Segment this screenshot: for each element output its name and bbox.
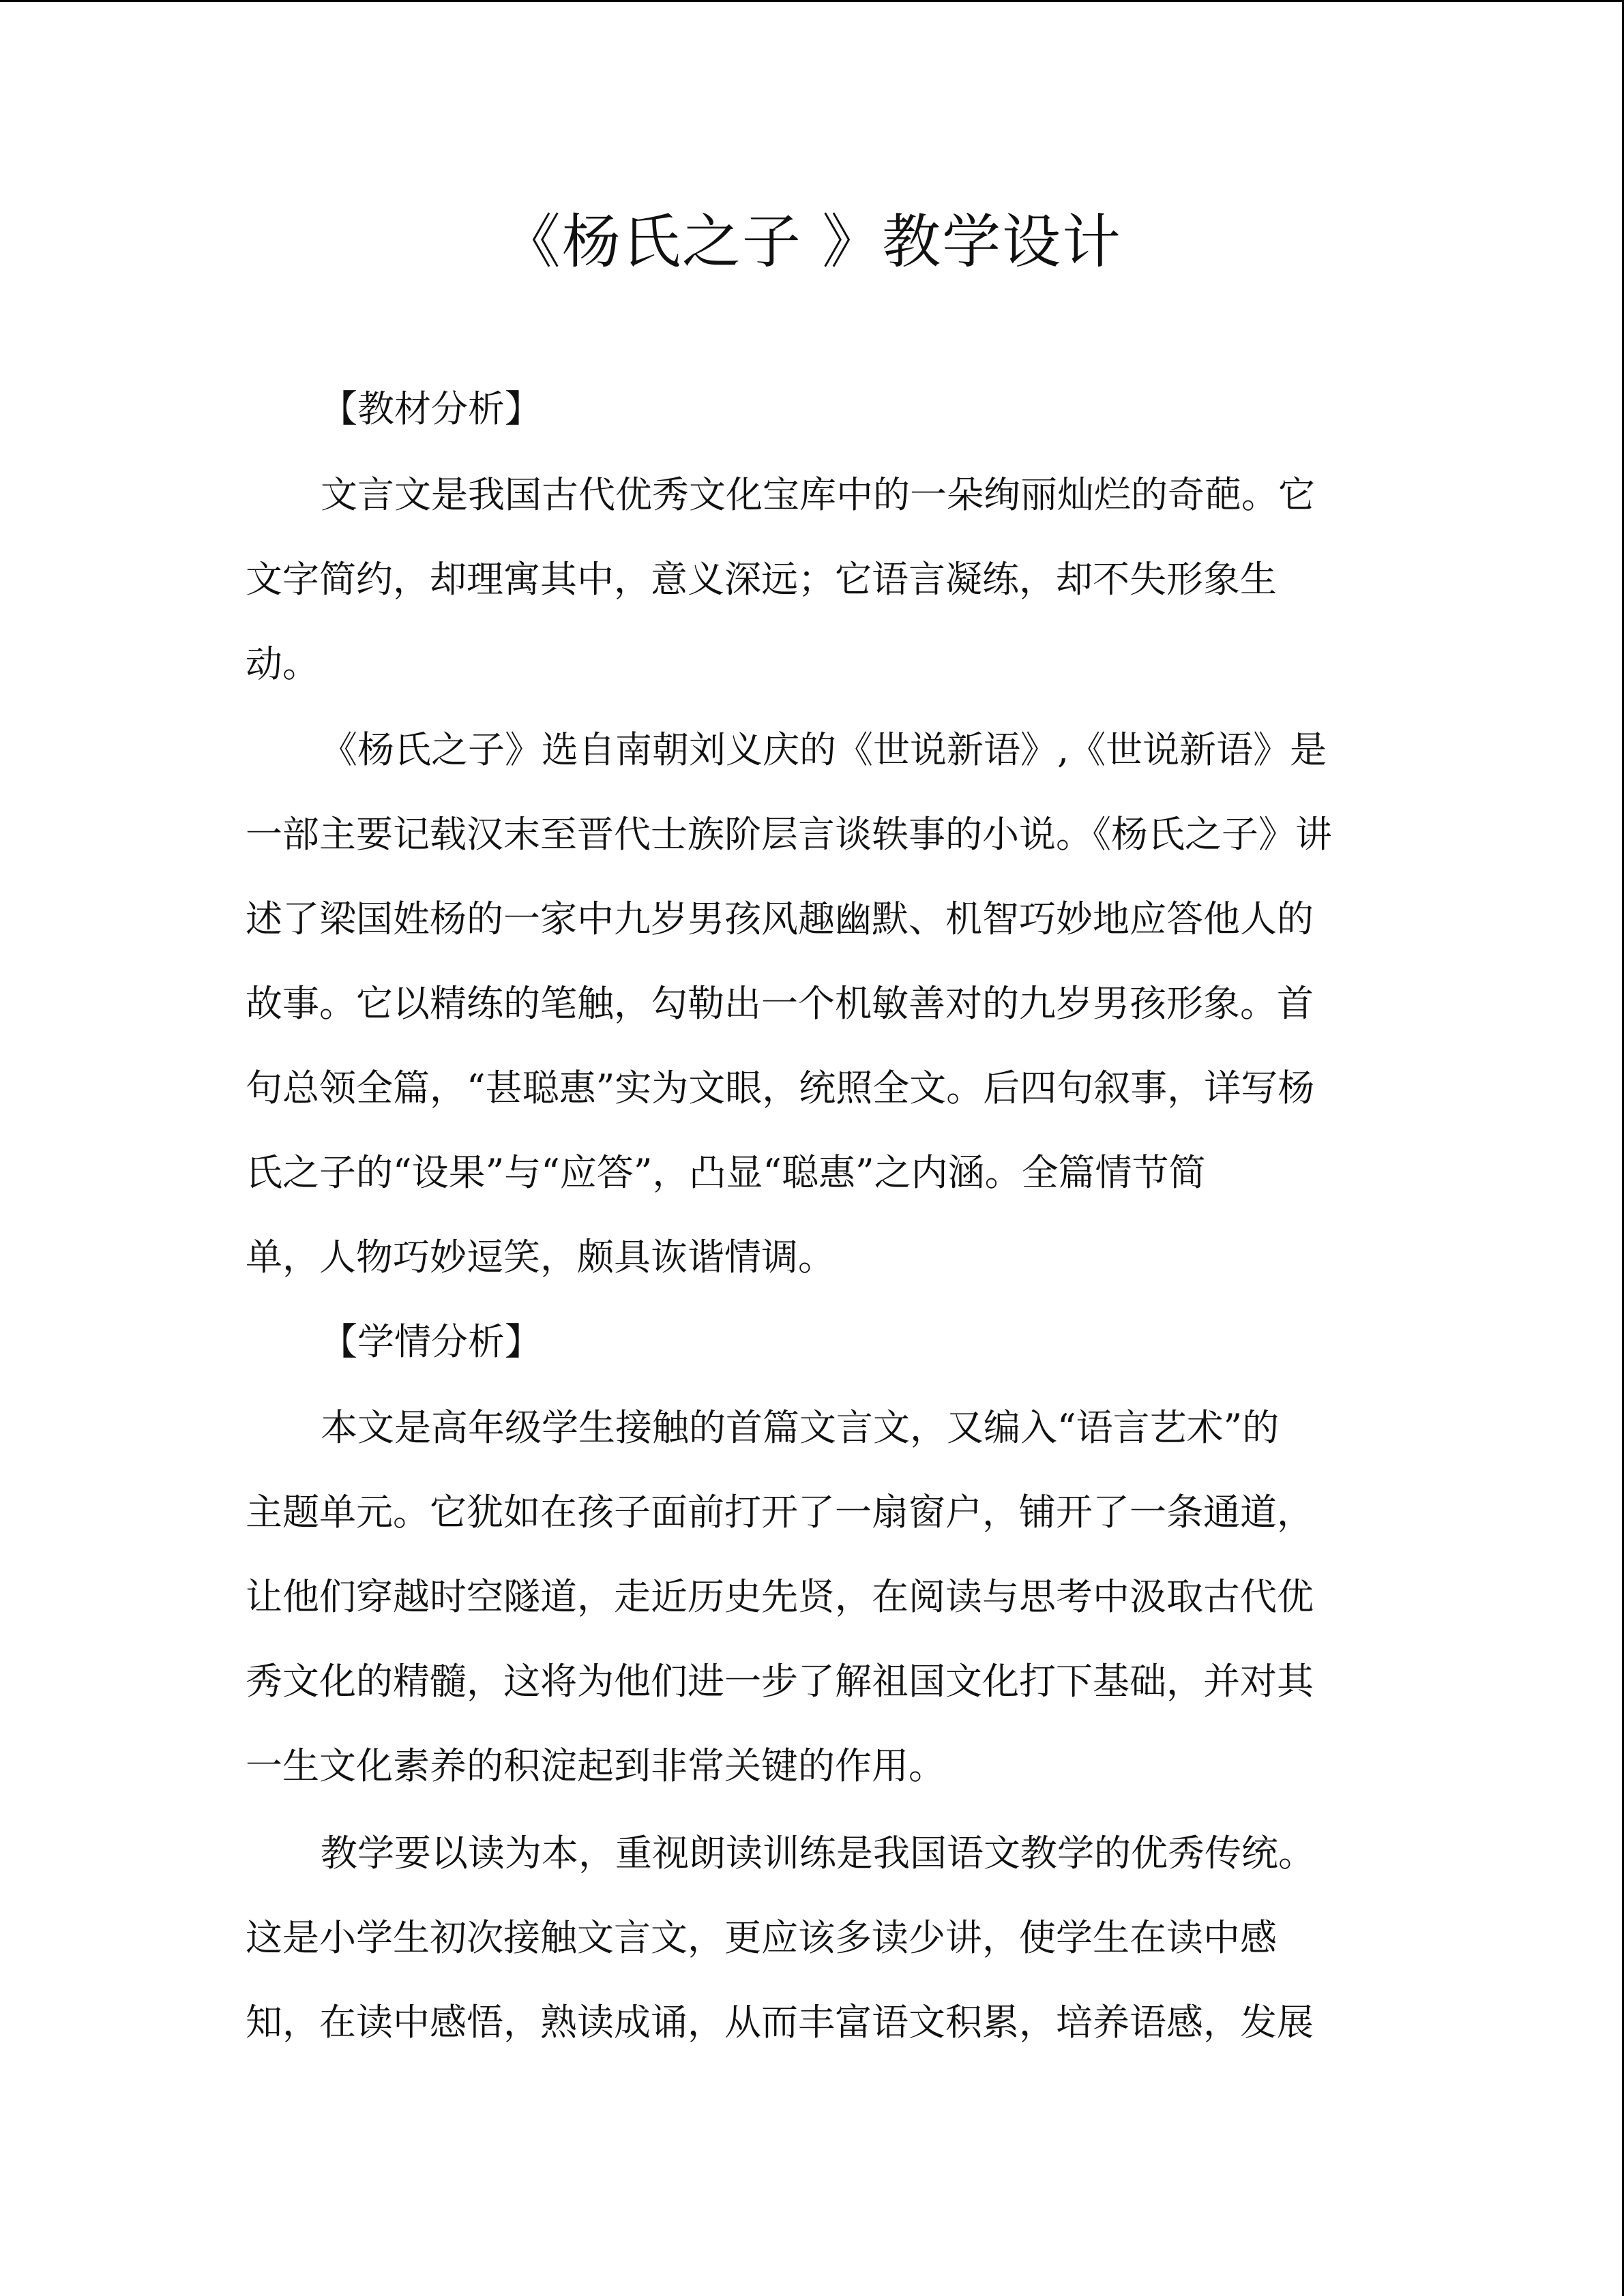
paragraph-line: 一部主要记载汉末至晋代士族阶层言谈轶事的小说。《杨氏之子》讲 bbox=[246, 813, 1332, 856]
page-border-top bbox=[0, 0, 1624, 2]
paragraph-line: 氏之子的“设果”与“应答”，凸显“聪惠”之内涵。全篇情节简 bbox=[246, 1151, 1206, 1194]
paragraph-line: 《杨氏之子》选自南朝刘义庆的《世说新语》,《世说新语》是 bbox=[321, 728, 1327, 771]
paragraph-line: 本文是高年级学生接触的首篇文言文，又编入“语言艺术”的 bbox=[321, 1406, 1280, 1449]
paragraph-line: 教学要以读为本，重视朗读训练是我国语文教学的优秀传统。 bbox=[321, 1832, 1315, 1875]
paragraph-line: 知，在读中感悟，熟读成诵，从而丰富语文积累，培养语感，发展 bbox=[246, 2001, 1314, 2044]
paragraph-line: 文字简约，却理寓其中，意义深远；它语言凝练，却不失形象生 bbox=[246, 558, 1277, 601]
paragraph-line: 秀文化的精髓，这将为他们进一步了解祖国文化打下基础，并对其 bbox=[246, 1660, 1314, 1703]
paragraph-line: 一生文化素养的积淀起到非常关键的作用。 bbox=[246, 1744, 945, 1787]
paragraph-line: 文言文是我国古代优秀文化宝库中的一朵绚丽灿烂的奇葩。它 bbox=[321, 473, 1315, 516]
paragraph-line: 动。 bbox=[246, 642, 319, 685]
paragraph-line: 单，人物巧妙逗笑，颇具诙谐情调。 bbox=[246, 1236, 835, 1279]
paragraph-line: 让他们穿越时空隧道，走近历史先贤，在阅读与思考中汲取古代优 bbox=[246, 1575, 1314, 1618]
document-title: 《杨氏之子 》教学设计 bbox=[501, 208, 1123, 276]
section-heading-student-analysis: 【学情分析】 bbox=[321, 1320, 542, 1363]
paragraph-line: 句总领全篇，“甚聪惠”实为文眼，统照全文。后四句叙事，详写杨 bbox=[246, 1067, 1315, 1109]
section-heading-textbook-analysis: 【教材分析】 bbox=[321, 387, 542, 430]
paragraph-line: 述了梁国姓杨的一家中九岁男孩风趣幽默、机智巧妙地应答他人的 bbox=[246, 897, 1314, 940]
paragraph-line: 故事。它以精练的笔触，勾勒出一个机敏善对的九岁男孩形象。首 bbox=[246, 982, 1314, 1025]
paragraph-line: 这是小学生初次接触文言文，更应该多读少讲，使学生在读中感 bbox=[246, 1916, 1277, 1959]
paragraph-line: 主题单元。它犹如在孩子面前打开了一扇窗户，铺开了一条通道， bbox=[246, 1491, 1314, 1534]
